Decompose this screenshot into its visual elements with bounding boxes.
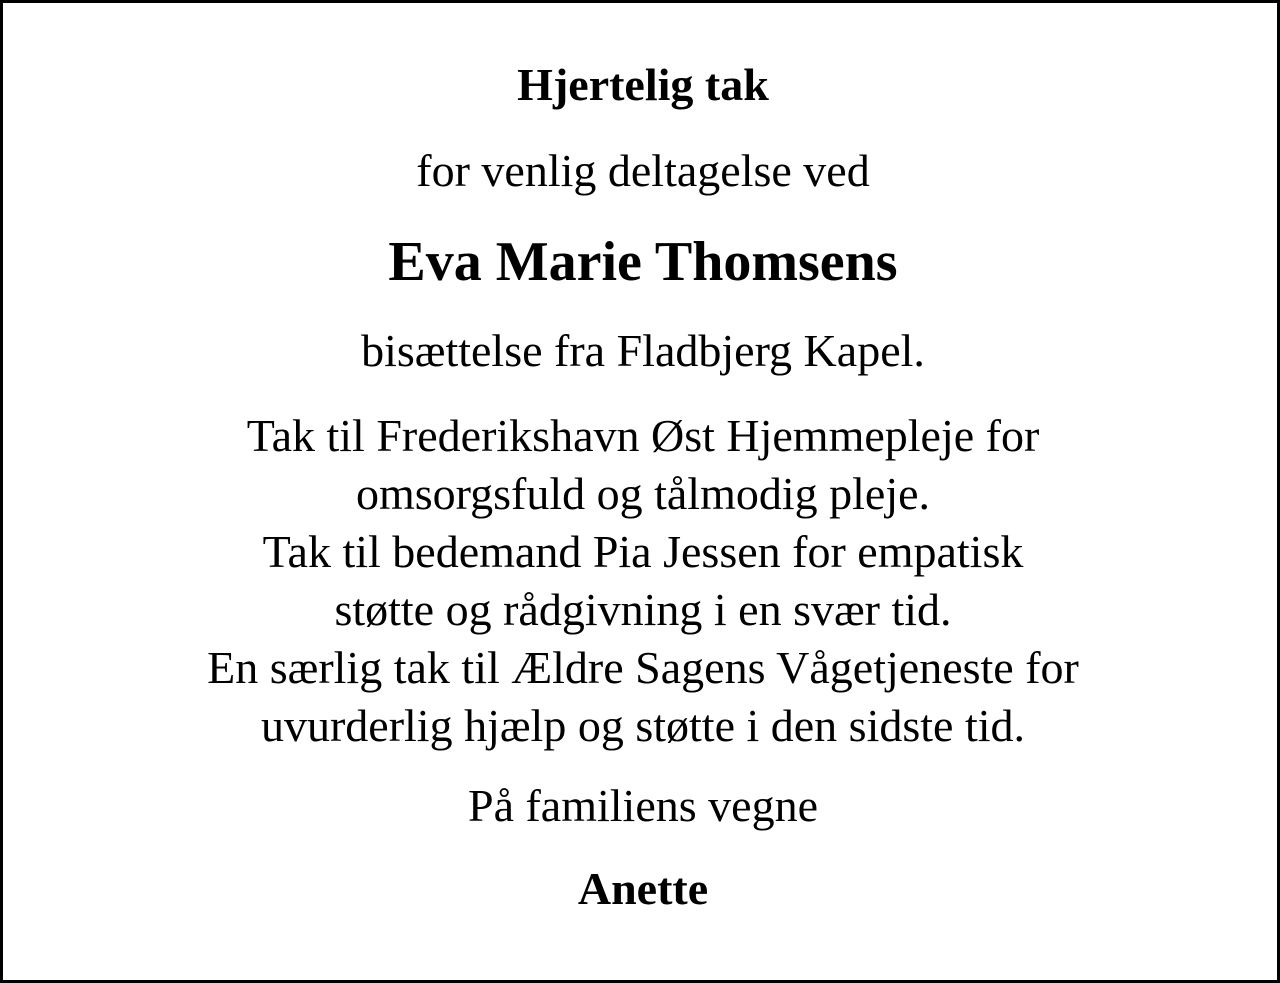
thanks-line: En særlig tak til Ældre Sagens Vågetjeneste for — [207, 642, 1079, 693]
funeral-location: bisættelse fra Fladbjerg Kapel. — [361, 325, 925, 376]
notice-intro: for venlig deltagelse ved — [416, 145, 870, 196]
signature: Anette — [577, 863, 709, 914]
thanks-line: Tak til bedemand Pia Jessen for empatisk — [262, 526, 1024, 577]
thanks-line: Tak til Frederikshavn Øst Hjemmepleje for — [246, 410, 1040, 461]
notice-heading: Hjertelig tak — [517, 59, 769, 110]
thanks-line: støtte og rådgivning i en svær tid. — [334, 584, 952, 635]
thanks-line: uvurderlig hjælp og støtte i den sidste tid. — [260, 700, 1026, 751]
thanks-paragraph — [3, 407, 1280, 755]
deceased-name: Eva Marie Thomsens — [388, 231, 898, 293]
closing-phrase: På familiens vegne — [467, 780, 818, 831]
thanks-line: omsorgsfuld og tålmodig pleje. — [355, 468, 931, 519]
